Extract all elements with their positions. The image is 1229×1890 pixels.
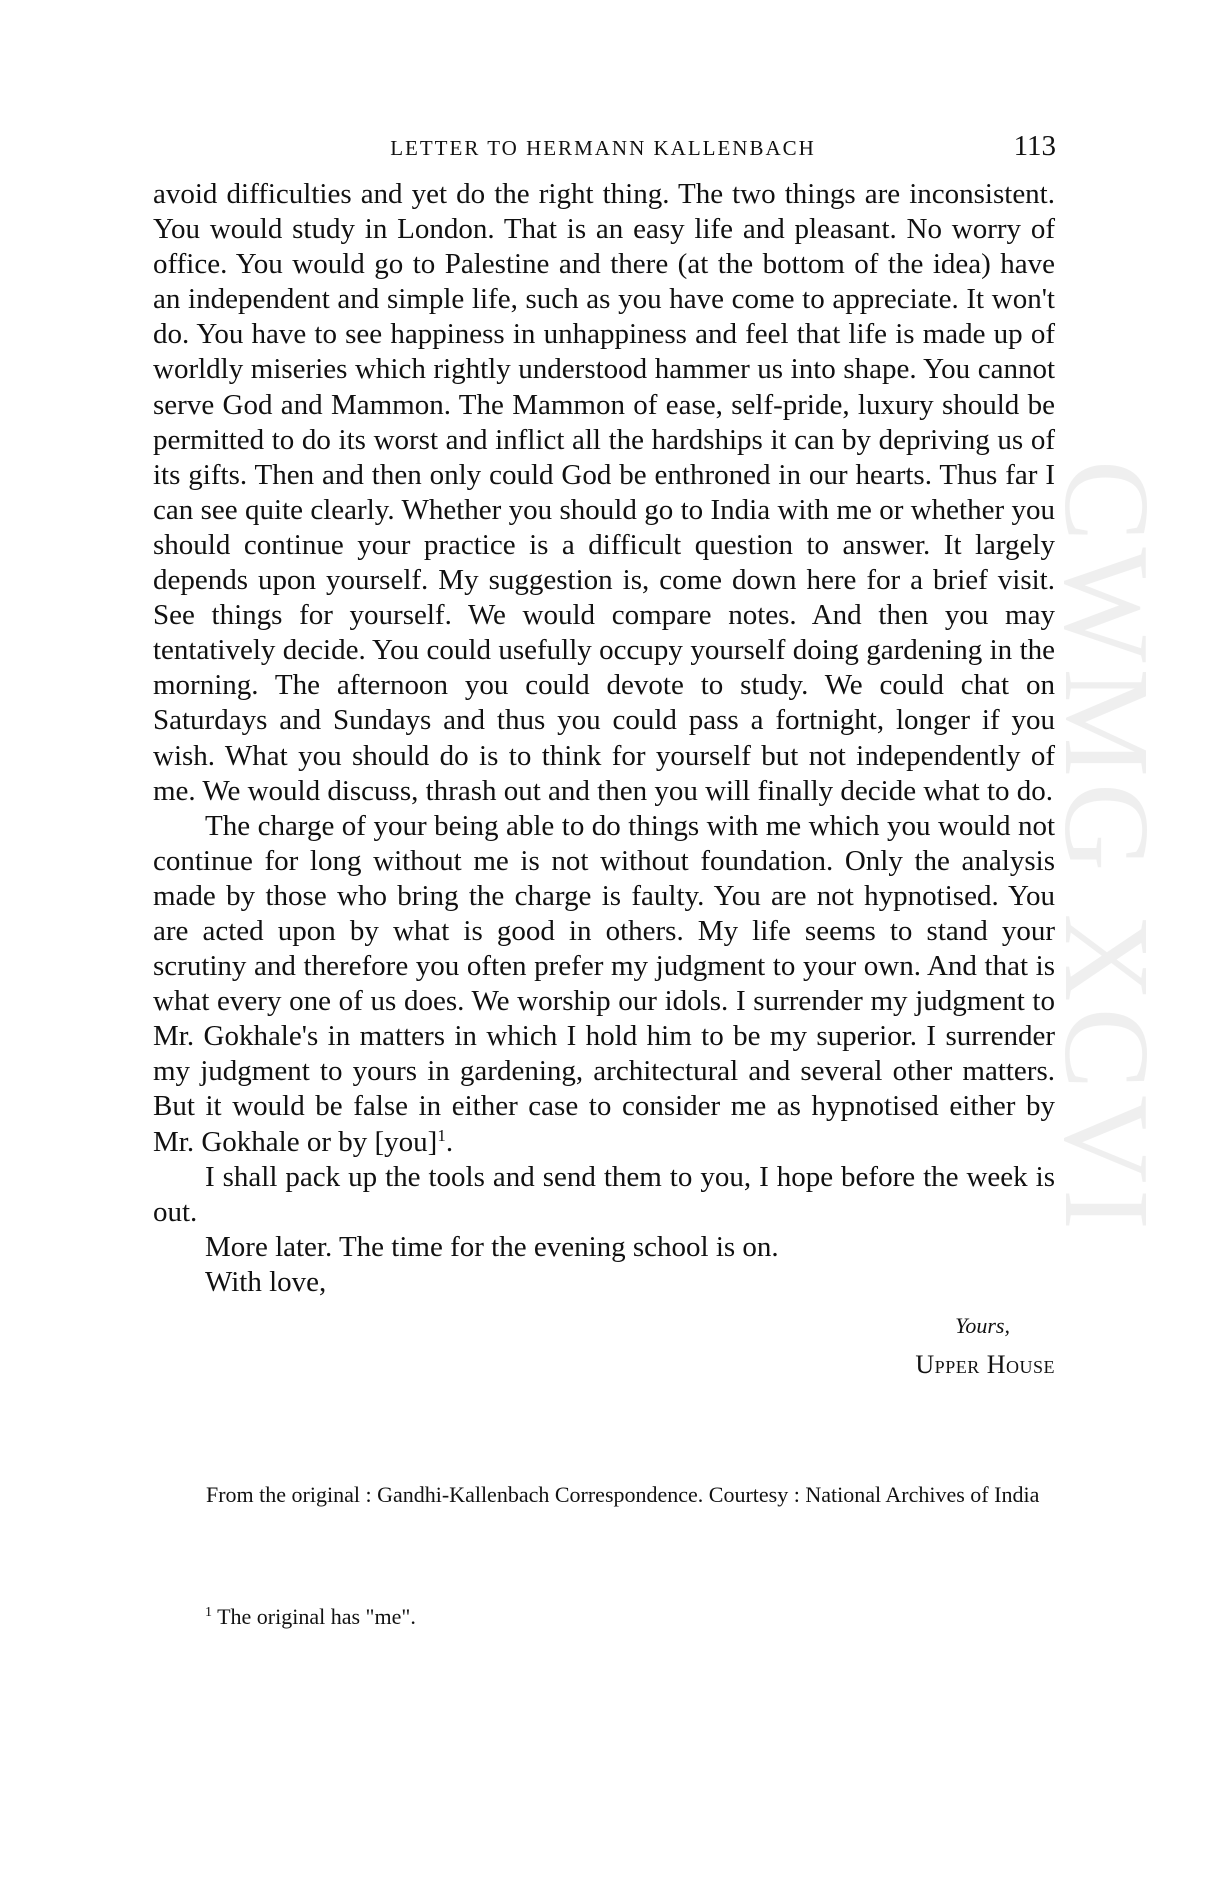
footnote-text: The original has "me". [212,1604,416,1629]
running-title: LETTER TO HERMANN KALLENBACH [390,136,816,160]
signature: Upper House [915,1350,1055,1380]
paragraph-2 [153,809,1055,1160]
source-note: From the original : Gandhi-Kallenbach Correspondence. Courtesy : National Archives of India [206,1482,1040,1507]
footnote [205,1604,416,1630]
page-header [150,130,1056,170]
paragraph-2-end: . [445,1125,454,1158]
valediction: Yours, [955,1313,1010,1338]
page-number: 113 [1013,130,1056,162]
paragraph-1: avoid difficulties and yet do the right thing. The two things are inconsistent. You would study in London. That is an easy life and pleasant. No worry of office. You would go to Palestine and there (at the bottom of the idea) have an independent and simple life, such as you have come to appreciate. It won't do. You have to see happiness in unhappiness and feel that life is made up of worldly miseries which rightly understood hammer us into shape. You cannot serve God and Mammon. The Mammon of ease, self-pride, luxury should be permitted to do its worst and inflict all the hardships it can by depriving us of its gifts. Then and then only could God be enthroned in our hearts. Thus far I can see quite clearly. Whether you should go to India with me or whether you should continue your practice is a difficult question to answer. It largely depends upon yourself. My suggestion is, come down here for a brief visit. See things for yourself. We would compare notes. And then you may tentatively decide. You could usefully occupy yourself doing gardening in the morning. The afternoon you could devote to study. We could chat on Saturdays and Sundays and thus you could pass a fortnight, longer if you wish. What you should do is to think for yourself but not independently of me. We would discuss, thrash out and then you will finally decide what to do. [153,178,1055,807]
watermark-text: CWMG XCVI [1039,460,1174,1236]
letter-body [153,177,1055,1382]
paragraph-2-text: The charge of your being able to do things with me which you would not continue for long without me is not without foundation. Only the analysis made by those who bring the charge is faulty. You are not hypnotised. You are acted upon by what is good in others. My life seems to stand your scrutiny and therefore you often prefer my judgment to your own. And that is what every one of us does. We worship our idols. I surrender my judgment to Mr. Gokhale's in matters in which I hold him to be my superior. I surrender my judgment to yours in gardening, architectural and several other matters. But it would be false in either case to consider me as hypnotised either by Mr. Gokhale or by [you] [153,809,1055,1158]
paragraph-4: More later. The time for the evening school is on. [205,1230,779,1263]
footnote-reference: 1 [437,1125,446,1145]
paragraph-3: I shall pack up the tools and send them to you, I hope before the week is out. [153,1160,1055,1228]
footnote-marker: 1 [205,1605,212,1620]
salutation: With love, [205,1265,327,1298]
